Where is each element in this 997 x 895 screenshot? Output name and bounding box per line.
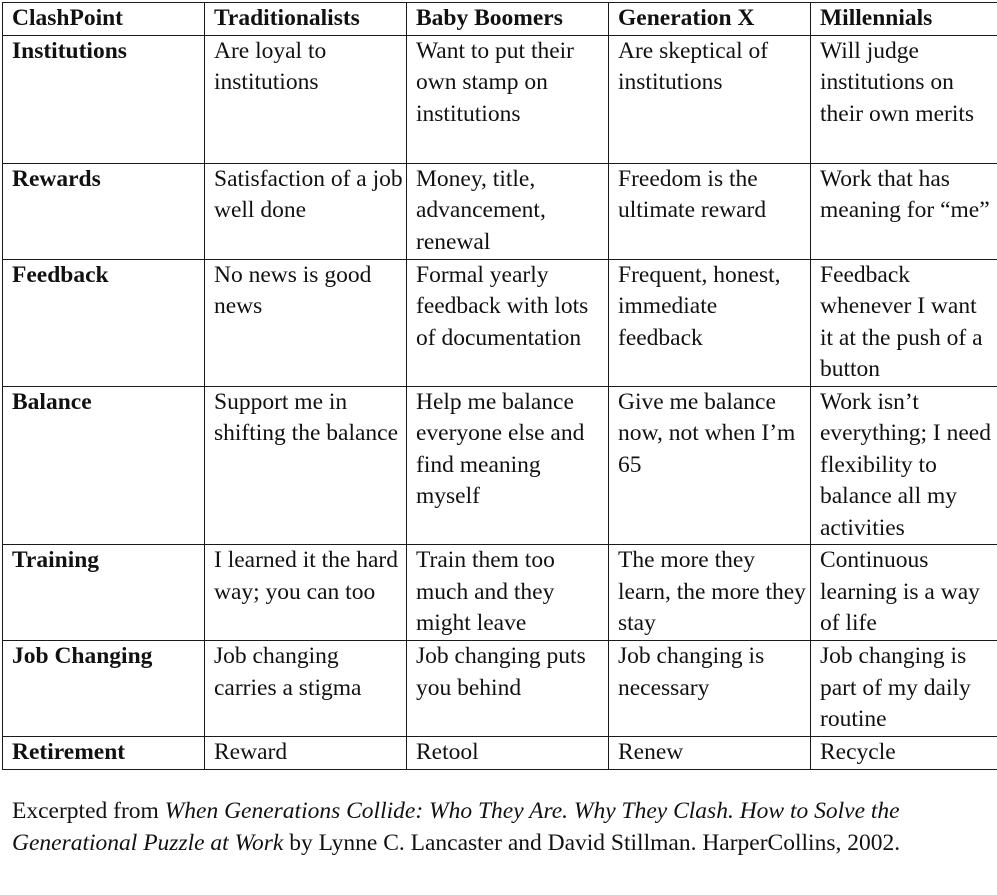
row-label: Feedback (3, 259, 205, 386)
table-cell: Renew (609, 737, 811, 770)
table-row-balance (3, 386, 997, 545)
header-traditionalists: Traditionalists (205, 3, 407, 36)
row-label: Retirement (3, 737, 205, 770)
citation-prefix: Excerpted from (12, 798, 165, 824)
citation-suffix: by Lynne C. Lancaster and David Stillman. HarperCollins, 2002. (283, 829, 901, 856)
table-row-feedback (3, 259, 997, 386)
citation-book-title: When Generations Collide: Who They Are. Why They Clash. How to Solve the Generational Puzzle at Work (12, 798, 900, 856)
row-label: Institutions (3, 35, 205, 163)
table-row-retirement (3, 737, 997, 770)
table-cell: Feedback whenever I want it at the push of a button (811, 259, 997, 386)
table-cell: Support me in shifting the balance (205, 386, 407, 545)
table-cell: Want to put their own stamp on institutions (407, 35, 609, 163)
table-cell: Are loyal to institutions (205, 35, 407, 163)
table-cell: The more they learn, the more they stay (609, 545, 811, 641)
header-baby-boomers: Baby Boomers (407, 3, 609, 36)
header-clashpoint: ClashPoint (3, 3, 205, 36)
source-citation (12, 796, 972, 859)
table-cell: No news is good news (205, 259, 407, 386)
row-label: Training (3, 545, 205, 641)
table-cell: Money, title, advancement, renewal (407, 163, 609, 259)
table-cell: Train them too much and they might leave (407, 545, 609, 641)
row-label: Rewards (3, 163, 205, 259)
table-cell: Job changing puts you behind (407, 641, 609, 737)
table-cell: Work isn’t everything; I need flexibility to balance all my activities (811, 386, 997, 545)
table-cell: Job changing is necessary (609, 641, 811, 737)
table-cell: Will judge institutions on their own merits (811, 35, 997, 163)
table-cell: Satisfaction of a job well done (205, 163, 407, 259)
table-cell: Freedom is the ultimate reward (609, 163, 811, 259)
table-row-rewards (3, 163, 997, 259)
table-row-job-changing (3, 641, 997, 737)
table-cell: Retool (407, 737, 609, 770)
table-cell: Work that has meaning for “me” (811, 163, 997, 259)
generations-table (2, 2, 997, 770)
header-millennials: Millennials (811, 3, 997, 36)
table-header-row (3, 3, 997, 36)
table-cell: Continuous learning is a way of life (811, 545, 997, 641)
table-cell: Give me balance now, not when I’m 65 (609, 386, 811, 545)
table-row-institutions (3, 35, 997, 163)
table-cell: Formal yearly feedback with lots of documentation (407, 259, 609, 386)
table-cell: Are skeptical of institutions (609, 35, 811, 163)
table-cell: Job changing is part of my daily routine (811, 641, 997, 737)
header-generation-x: Generation X (609, 3, 811, 36)
table-cell: Job changing carries a stigma (205, 641, 407, 737)
table-cell: Recycle (811, 737, 997, 770)
table-cell: Help me balance everyone else and find meaning myself (407, 386, 609, 545)
table-row-training (3, 545, 997, 641)
row-label: Job Changing (3, 641, 205, 737)
table-cell: Frequent, honest, immediate feedback (609, 259, 811, 386)
table-cell: Reward (205, 737, 407, 770)
table-cell: I learned it the hard way; you can too (205, 545, 407, 641)
row-label: Balance (3, 386, 205, 545)
